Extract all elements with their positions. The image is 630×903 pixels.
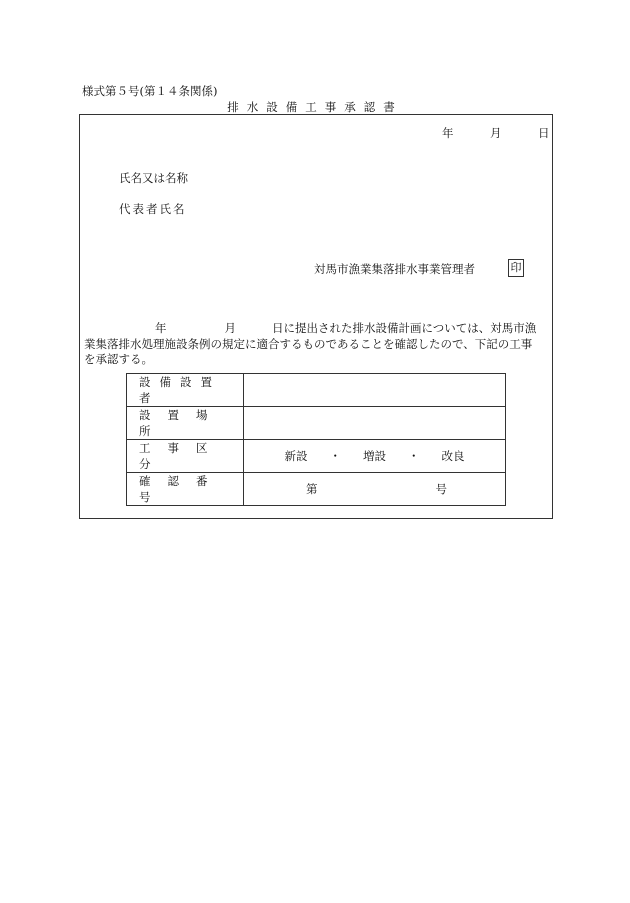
installer-label [127,374,243,406]
date-year-label: 年 [442,126,454,140]
separator-dot: ・ [408,449,420,463]
confirmation-label-cell [127,473,244,506]
work-type-label-cell [127,440,244,473]
approval-month-label: 月 [224,321,236,335]
approval-text [85,321,551,368]
work-type-label-text: 工事区分 [139,441,225,471]
administrator-label: 対馬市漁業集落排水事業管理者 [314,262,475,276]
table-row-location [127,407,506,440]
number-suffix: 号 [435,482,447,496]
work-type-options [244,448,505,464]
approval-text-line-1 [85,321,551,337]
applicant-name-label: 氏名又は名称 [119,171,188,185]
location-label-text: 設置場所 [139,408,225,438]
confirmation-value-cell[interactable] [244,473,506,506]
option-new[interactable]: 新設 [284,449,308,463]
confirmation-label [127,473,243,505]
approval-text-line-3: を承認する。 [84,352,153,366]
separator-dot: ・ [329,449,341,463]
approval-line-1-text: 日に提出された排水設備計画については、対馬市漁 [272,321,537,335]
approval-text-line-2: 業集落排水処理施設条例の規定に適合するものであることを確認したので、下記の工事 [84,336,533,351]
option-expansion[interactable]: 増設 [363,449,386,463]
location-label [127,407,243,439]
document-title: 排水設備工事承認書 [227,100,403,114]
installer-value-cell[interactable] [244,374,506,407]
seal-box: 印 [508,259,524,277]
representative-name-label: 代表者氏名 [119,202,187,216]
form-number: 様式第５号(第１４条関係) [82,84,218,98]
construction-info-table [126,373,506,506]
confirmation-label-text: 確認番号 [139,474,225,504]
installer-label-text: 設備設置者 [139,375,221,405]
work-type-value-cell [244,440,506,473]
option-renovation[interactable]: 改良 [441,449,465,463]
confirmation-number [244,481,505,497]
number-prefix: 第 [306,482,318,496]
table-row-installer [127,374,506,407]
installer-label-cell [127,374,244,407]
table-row-work-type [127,440,506,473]
location-value-cell[interactable] [244,407,506,440]
date-month-label: 月 [490,126,502,140]
date-day-label: 日 [538,126,550,140]
location-label-cell [127,407,244,440]
table-row-confirmation-number [127,473,506,506]
approval-year-label: 年 [155,321,167,335]
work-type-label [127,440,243,472]
